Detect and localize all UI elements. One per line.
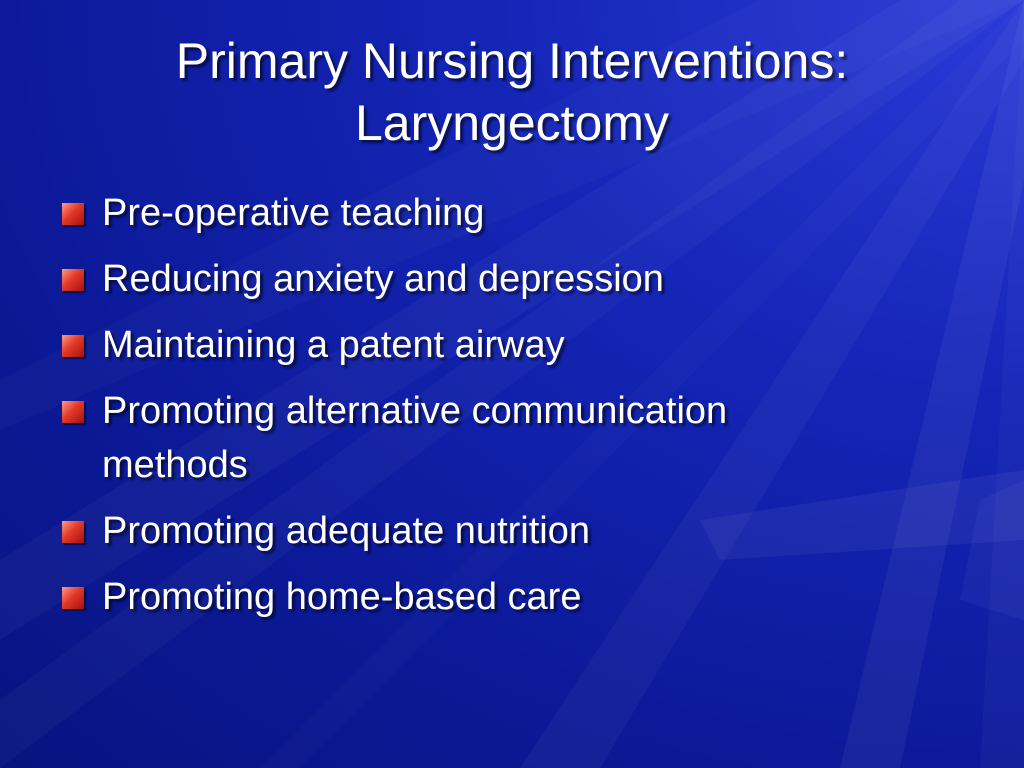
square-bullet-icon (62, 269, 84, 291)
bullet-text: Promoting home-based care (102, 576, 582, 618)
square-bullet-icon (62, 203, 84, 225)
square-bullet-icon (62, 335, 84, 357)
square-bullet-icon (62, 587, 84, 609)
bullet-text-continuation: methods (102, 444, 248, 486)
bullet-text: Reducing anxiety and depression (102, 258, 664, 300)
bullet-text: Promoting alternative communication (102, 390, 728, 432)
square-bullet-icon (62, 521, 84, 543)
bullet-text: Pre-operative teaching (102, 192, 485, 234)
slide-title (0, 30, 1024, 154)
square-bullet-icon (62, 401, 84, 423)
slide-title-line-1: Primary Nursing Interventions: (175, 33, 849, 89)
bullet-text: Promoting adequate nutrition (102, 510, 590, 552)
slide-title-line-2: Laryngectomy (354, 95, 670, 151)
bullet-text: Maintaining a patent airway (102, 324, 565, 366)
